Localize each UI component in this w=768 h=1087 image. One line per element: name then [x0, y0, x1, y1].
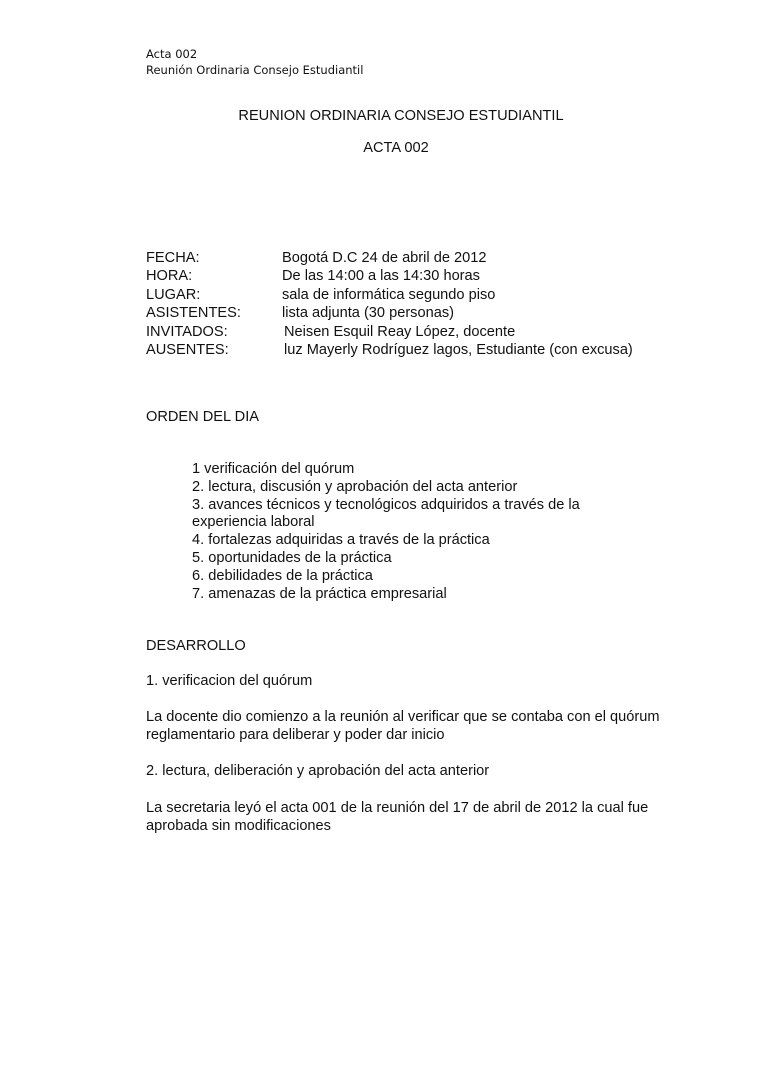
agenda-item: 4. fortalezas adquiridas a través de la práctica — [192, 532, 490, 549]
field-label: FECHA: — [146, 250, 200, 266]
running-header — [146, 46, 363, 78]
field-label: AUSENTES: — [146, 341, 229, 358]
field-value: Neisen Esquil Reay López, docente — [284, 323, 516, 340]
section-title: 1. verificacion del quórum — [146, 673, 313, 689]
field-label: INVITADOS: — [146, 323, 228, 340]
field-value: Bogotá D.C 24 de abril de 2012 — [282, 250, 487, 266]
development-heading: DESARROLLO — [146, 638, 246, 654]
field-value: lista adjunta (30 personas) — [282, 305, 454, 322]
running-header-line-1: Acta 002 — [146, 47, 198, 61]
field-label: HORA: — [146, 268, 193, 285]
field-label: LUGAR: — [146, 286, 201, 303]
section-title: 2. lectura, deliberación y aprobación del acta anterior — [146, 763, 490, 779]
document-title: REUNION ORDINARIA CONSEJO ESTUDIANTIL — [238, 108, 564, 124]
agenda-item: 2. lectura, discusión y aprobación del acta anterior — [192, 478, 518, 495]
agenda-item: 5. oportunidades de la práctica — [192, 549, 392, 566]
agenda-list — [192, 461, 652, 603]
agenda-item: 7. amenazas de la práctica empresarial — [192, 585, 447, 602]
field-value: De las 14:00 a las 14:30 horas — [282, 268, 480, 285]
field-value: luz Mayerly Rodríguez lagos, Estudiante (con excusa) — [284, 341, 633, 358]
document-subtitle: ACTA 002 — [363, 140, 429, 156]
agenda-item: 6. debilidades de la práctica — [192, 567, 373, 584]
section-text: La docente dio comienzo a la reunión al verificar que se contaba con el quórum reglamentario para deliberar y poder dar inicio — [146, 709, 660, 743]
agenda-heading: ORDEN DEL DIA — [146, 409, 259, 425]
field-label: ASISTENTES: — [146, 305, 241, 322]
field-value: sala de informática segundo piso — [282, 286, 496, 303]
running-header-line-2: Reunión Ordinaria Consejo Estudiantil — [146, 63, 364, 77]
section-text: La secretaria leyó el acta 001 de la reunión del 17 de abril de 2012 la cual fue aprobada sin modificaciones — [146, 800, 649, 834]
agenda-item: 1 verificación del quórum — [192, 461, 355, 477]
agenda-item: 3. avances técnicos y tecnológicos adquiridos a través de la experiencia laboral — [192, 496, 580, 531]
